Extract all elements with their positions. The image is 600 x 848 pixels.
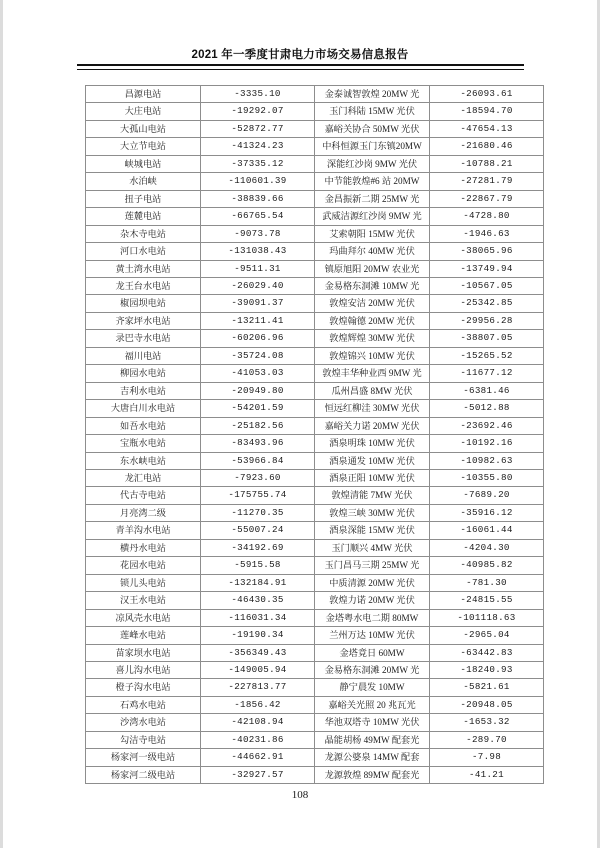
plant-value-left: -40231.86 xyxy=(201,731,315,748)
table-row xyxy=(86,661,544,678)
plant-name-left: 杂木寺电站 xyxy=(86,225,201,242)
plant-name-left: 花园水电站 xyxy=(86,557,201,574)
plant-value-left: -7923.60 xyxy=(201,469,315,486)
plant-value-right: -21680.46 xyxy=(430,138,544,155)
plant-value-left: -175755.74 xyxy=(201,487,315,504)
plant-name-left: 东水峡电站 xyxy=(86,452,201,469)
plant-name-left: 龙王台水电站 xyxy=(86,277,201,294)
plant-name-right: 金泰诚智敦煌 20MW 光 xyxy=(315,86,430,103)
table-row xyxy=(86,190,544,207)
plant-value-right: -10567.05 xyxy=(430,277,544,294)
table-row xyxy=(86,487,544,504)
plant-value-right: -41.21 xyxy=(430,766,544,783)
plant-name-left: 昌源电站 xyxy=(86,86,201,103)
plant-value-left: -149005.94 xyxy=(201,661,315,678)
plant-name-left: 如吾水电站 xyxy=(86,417,201,434)
plant-name-right: 龙源公婆泉 14MW 配套 xyxy=(315,749,430,766)
plant-value-right: -5012.88 xyxy=(430,400,544,417)
plant-name-left: 宝瓶水电站 xyxy=(86,435,201,452)
table-row xyxy=(86,243,544,260)
plant-value-left: -26029.40 xyxy=(201,277,315,294)
plant-value-right: -781.30 xyxy=(430,574,544,591)
plant-value-right: -1653.32 xyxy=(430,714,544,731)
plant-name-left: 黄土湾水电站 xyxy=(86,260,201,277)
plant-value-left: -9073.78 xyxy=(201,225,315,242)
plant-value-left: -32927.57 xyxy=(201,766,315,783)
plant-value-left: -9511.31 xyxy=(201,260,315,277)
plant-name-left: 喜儿沟水电站 xyxy=(86,661,201,678)
plant-value-left: -3335.10 xyxy=(201,86,315,103)
plant-value-right: -38065.96 xyxy=(430,243,544,260)
plant-name-right: 敦煌锦兴 10MW 光伏 xyxy=(315,347,430,364)
table-row xyxy=(86,644,544,661)
plant-name-right: 金易格东洞滩 20MW 光 xyxy=(315,661,430,678)
plant-value-left: -44662.91 xyxy=(201,749,315,766)
plant-name-right: 中质清源 20MW 光伏 xyxy=(315,574,430,591)
plant-value-left: -132184.91 xyxy=(201,574,315,591)
plant-name-right: 敦煌辉煌 30MW 光伏 xyxy=(315,330,430,347)
plant-value-right: -47654.13 xyxy=(430,120,544,137)
table-row xyxy=(86,330,544,347)
plant-name-right: 龙源敦煌 89MW 配套光 xyxy=(315,766,430,783)
plant-value-left: -34192.69 xyxy=(201,539,315,556)
plant-name-left: 月亮湾二级 xyxy=(86,504,201,521)
plant-value-right: -4204.30 xyxy=(430,539,544,556)
plant-value-left: -53966.84 xyxy=(201,452,315,469)
plant-value-left: -1856.42 xyxy=(201,696,315,713)
plant-value-right: -7.98 xyxy=(430,749,544,766)
plant-value-right: -16061.44 xyxy=(430,522,544,539)
plant-name-right: 兰州万达 10MW 光伏 xyxy=(315,627,430,644)
table-row xyxy=(86,731,544,748)
plant-name-right: 静宁晨发 10MW xyxy=(315,679,430,696)
plant-name-left: 大庄电站 xyxy=(86,103,201,120)
plant-value-right: -24815.55 xyxy=(430,592,544,609)
plant-value-left: -54201.59 xyxy=(201,400,315,417)
plant-value-left: -60206.96 xyxy=(201,330,315,347)
table-row xyxy=(86,138,544,155)
plant-name-right: 玉门顺兴 4MW 光伏 xyxy=(315,539,430,556)
plant-value-left: -83493.96 xyxy=(201,435,315,452)
plant-value-left: -11270.35 xyxy=(201,504,315,521)
plant-name-left: 汉王水电站 xyxy=(86,592,201,609)
plant-value-right: -63442.83 xyxy=(430,644,544,661)
plant-value-left: -37335.12 xyxy=(201,155,315,172)
plant-value-right: -11677.12 xyxy=(430,365,544,382)
plant-value-right: -22867.79 xyxy=(430,190,544,207)
plant-name-right: 金塔粤水电二期 80MW xyxy=(315,609,430,626)
table-row xyxy=(86,208,544,225)
plant-name-right: 酒泉通发 10MW 光伏 xyxy=(315,452,430,469)
table-row xyxy=(86,679,544,696)
header-rule-thick xyxy=(77,64,524,66)
plant-value-right: -1946.63 xyxy=(430,225,544,242)
plant-name-left: 大孤山电站 xyxy=(86,120,201,137)
plant-value-right: -10192.16 xyxy=(430,435,544,452)
plant-value-right: -18594.70 xyxy=(430,103,544,120)
plant-value-right: -20948.05 xyxy=(430,696,544,713)
table-row xyxy=(86,295,544,312)
plant-name-left: 凉风壳水电站 xyxy=(86,609,201,626)
plant-name-left: 苗家坝水电站 xyxy=(86,644,201,661)
plant-name-right: 酒泉深能 15MW 光伏 xyxy=(315,522,430,539)
plant-value-left: -13211.41 xyxy=(201,312,315,329)
table-row xyxy=(86,120,544,137)
plant-name-left: 龙汇电站 xyxy=(86,469,201,486)
plant-name-right: 酒泉明珠 10MW 光伏 xyxy=(315,435,430,452)
plant-name-right: 金塔竟日 60MW xyxy=(315,644,430,661)
page-number: 108 xyxy=(291,789,309,801)
plant-value-right: -2965.04 xyxy=(430,627,544,644)
plant-name-left: 横丹水电站 xyxy=(86,539,201,556)
table-row xyxy=(86,103,544,120)
table-row xyxy=(86,312,544,329)
table-row xyxy=(86,469,544,486)
plant-name-right: 晶能胡杨 49MW 配套光 xyxy=(315,731,430,748)
table-row xyxy=(86,592,544,609)
plant-name-right: 武威洁源红沙岗 9MW 光 xyxy=(315,208,430,225)
plant-value-right: -6381.46 xyxy=(430,382,544,399)
plant-value-right: -101118.63 xyxy=(430,609,544,626)
plant-name-left: 柳园水电站 xyxy=(86,365,201,382)
plant-name-left: 齐家坪水电站 xyxy=(86,312,201,329)
plant-value-left: -41324.23 xyxy=(201,138,315,155)
table-row xyxy=(86,260,544,277)
table-row xyxy=(86,557,544,574)
plant-name-right: 敦煌力诺 20MW 光伏 xyxy=(315,592,430,609)
table-row xyxy=(86,452,544,469)
plant-name-right: 敦煌清能 7MW 光伏 xyxy=(315,487,430,504)
generation-settlement-table xyxy=(85,85,544,784)
plant-value-left: -131038.43 xyxy=(201,243,315,260)
plant-name-right: 敦煌丰华种业西 9MW 光 xyxy=(315,365,430,382)
plant-name-right: 敦煌翰德 20MW 光伏 xyxy=(315,312,430,329)
plant-name-left: 沙湾水电站 xyxy=(86,714,201,731)
plant-name-right: 嘉峪关协合 50MW 光伏 xyxy=(315,120,430,137)
plant-name-right: 华池双塔寺 10MW 光伏 xyxy=(315,714,430,731)
plant-value-right: -27281.79 xyxy=(430,173,544,190)
plant-name-left: 椒园坝电站 xyxy=(86,295,201,312)
table-row xyxy=(86,277,544,294)
table-row xyxy=(86,365,544,382)
plant-name-left: 峡城电站 xyxy=(86,155,201,172)
plant-name-right: 玉门科陆 15MW 光伏 xyxy=(315,103,430,120)
plant-name-left: 杨家河二级电站 xyxy=(86,766,201,783)
table-row xyxy=(86,382,544,399)
table-row xyxy=(86,749,544,766)
table-row xyxy=(86,225,544,242)
plant-name-right: 金易格东洞滩 10MW 光 xyxy=(315,277,430,294)
plant-value-right: -38807.05 xyxy=(430,330,544,347)
plant-name-right: 嘉峪关力诺 20MW 光伏 xyxy=(315,417,430,434)
plant-value-left: -356349.43 xyxy=(201,644,315,661)
plant-name-right: 嘉峪关光照 20 兆瓦光 xyxy=(315,696,430,713)
table-row xyxy=(86,696,544,713)
plant-value-right: -18240.93 xyxy=(430,661,544,678)
plant-name-right: 深能红沙岗 9MW 光伏 xyxy=(315,155,430,172)
running-head-title: 2021 年一季度甘肃电力市场交易信息报告 xyxy=(191,49,409,61)
plant-value-left: -35724.08 xyxy=(201,347,315,364)
plant-value-left: -66765.54 xyxy=(201,208,315,225)
plant-name-right: 艾索朝阳 15MW 光伏 xyxy=(315,225,430,242)
plant-name-left: 勾洁寺电站 xyxy=(86,731,201,748)
plant-value-right: -15265.52 xyxy=(430,347,544,364)
table-row xyxy=(86,539,544,556)
plant-name-left: 橙子沟水电站 xyxy=(86,679,201,696)
plant-value-left: -55007.24 xyxy=(201,522,315,539)
plant-value-left: -20949.80 xyxy=(201,382,315,399)
plant-value-right: -35916.12 xyxy=(430,504,544,521)
plant-name-right: 玉门昌马三期 25MW 光 xyxy=(315,557,430,574)
plant-value-right: -10355.80 xyxy=(430,469,544,486)
plant-value-left: -41053.03 xyxy=(201,365,315,382)
table-row xyxy=(86,574,544,591)
plant-name-left: 锁儿头电站 xyxy=(86,574,201,591)
plant-name-left: 莲峰水电站 xyxy=(86,627,201,644)
plant-name-right: 玛曲拜尔 40MW 光伏 xyxy=(315,243,430,260)
plant-value-left: -116031.34 xyxy=(201,609,315,626)
plant-name-left: 石鸡水电站 xyxy=(86,696,201,713)
plant-value-left: -38839.66 xyxy=(201,190,315,207)
table-row xyxy=(86,173,544,190)
table-row xyxy=(86,522,544,539)
plant-value-left: -19292.07 xyxy=(201,103,315,120)
plant-value-right: -13749.94 xyxy=(430,260,544,277)
plant-name-right: 中科恒源玉门东镇20MW xyxy=(315,138,430,155)
table-row xyxy=(86,417,544,434)
plant-name-left: 河口水电站 xyxy=(86,243,201,260)
plant-value-left: -5915.58 xyxy=(201,557,315,574)
plant-value-right: -10788.21 xyxy=(430,155,544,172)
plant-value-left: -46430.35 xyxy=(201,592,315,609)
plant-name-left: 福川电站 xyxy=(86,347,201,364)
plant-value-right: -26093.61 xyxy=(430,86,544,103)
plant-name-right: 镇原旭阳 20MW 农业光 xyxy=(315,260,430,277)
header-rule-thin xyxy=(77,69,524,70)
table-row xyxy=(86,155,544,172)
plant-value-right: -289.70 xyxy=(430,731,544,748)
plant-value-right: -29956.28 xyxy=(430,312,544,329)
table-row xyxy=(86,400,544,417)
plant-value-right: -7689.20 xyxy=(430,487,544,504)
plant-name-right: 敦煌三峡 30MW 光伏 xyxy=(315,504,430,521)
plant-value-left: -19190.34 xyxy=(201,627,315,644)
table-row xyxy=(86,766,544,783)
plant-name-left: 大唐白川水电站 xyxy=(86,400,201,417)
plant-name-left: 莲麓电站 xyxy=(86,208,201,225)
plant-name-left: 青羊沟水电站 xyxy=(86,522,201,539)
table-row xyxy=(86,714,544,731)
plant-name-left: 扭子电站 xyxy=(86,190,201,207)
plant-value-left: -110601.39 xyxy=(201,173,315,190)
plant-name-left: 代古寺电站 xyxy=(86,487,201,504)
plant-name-right: 瓜州昌盛 8MW 光伏 xyxy=(315,382,430,399)
table-row xyxy=(86,504,544,521)
plant-name-right: 恒远红柳洼 30MW 光伏 xyxy=(315,400,430,417)
plant-value-left: -25182.56 xyxy=(201,417,315,434)
plant-value-right: -25342.85 xyxy=(430,295,544,312)
table-row xyxy=(86,609,544,626)
plant-name-left: 录巴寺水电站 xyxy=(86,330,201,347)
plant-value-right: -10982.63 xyxy=(430,452,544,469)
plant-name-right: 中节能敦煌#6 站 20MW xyxy=(315,173,430,190)
table-row xyxy=(86,435,544,452)
plant-name-right: 金昌振新二期 25MW 光 xyxy=(315,190,430,207)
plant-name-right: 敦煌安洁 20MW 光伏 xyxy=(315,295,430,312)
plant-value-right: -23692.46 xyxy=(430,417,544,434)
plant-value-left: -39091.37 xyxy=(201,295,315,312)
plant-value-left: -52872.77 xyxy=(201,120,315,137)
plant-value-right: -40985.82 xyxy=(430,557,544,574)
plant-name-left: 水泊峡 xyxy=(86,173,201,190)
plant-value-left: -227813.77 xyxy=(201,679,315,696)
plant-value-right: -4728.80 xyxy=(430,208,544,225)
table-row xyxy=(86,627,544,644)
plant-name-left: 杨家河一级电站 xyxy=(86,749,201,766)
plant-name-left: 吉利水电站 xyxy=(86,382,201,399)
plant-value-left: -42108.94 xyxy=(201,714,315,731)
plant-value-right: -5821.61 xyxy=(430,679,544,696)
plant-name-left: 大立节电站 xyxy=(86,138,201,155)
plant-name-right: 酒泉正阳 10MW 光伏 xyxy=(315,469,430,486)
table-row xyxy=(86,347,544,364)
table-row xyxy=(86,86,544,103)
